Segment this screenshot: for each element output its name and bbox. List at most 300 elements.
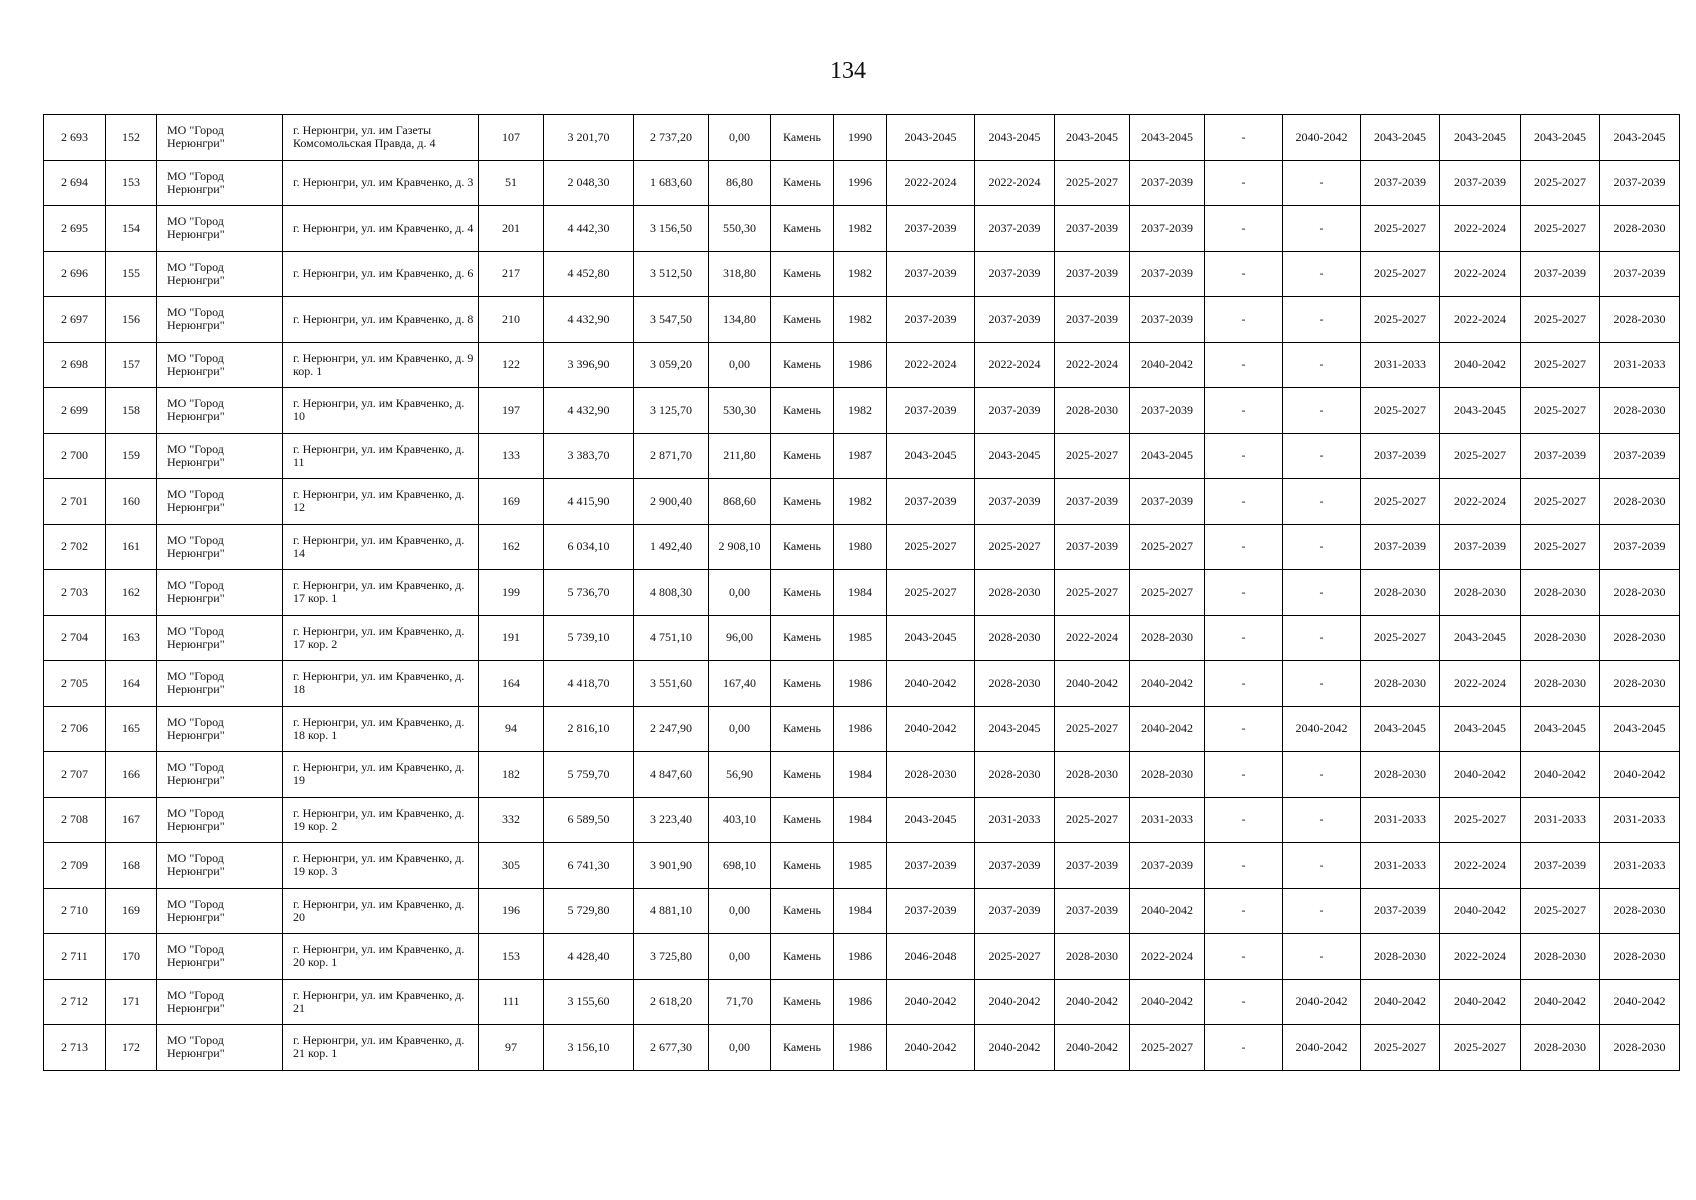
repair-period-cell: 2028-2030: [1600, 661, 1680, 707]
repair-period-cell: 2037-2039: [975, 388, 1055, 434]
local-number-cell: 159: [106, 433, 157, 479]
local-number-cell: 153: [106, 160, 157, 206]
total-area-cell: 3 383,70: [544, 433, 634, 479]
repair-period-cell: 2040-2042: [887, 1025, 975, 1071]
address-cell: г. Нерюнгри, ул. им Кравченко, д. 12: [283, 479, 479, 525]
repair-period-cell: 2037-2039: [1130, 251, 1205, 297]
row-number-cell: 2 702: [44, 524, 106, 570]
repair-period-cell: 2022-2024: [887, 342, 975, 388]
repair-period-cell: 2022-2024: [1440, 479, 1521, 525]
living-area-cell: 1 683,60: [634, 160, 709, 206]
non-living-area-cell: 698,10: [709, 843, 771, 889]
living-area-cell: 2 247,90: [634, 706, 709, 752]
repair-period-cell: 2043-2045: [1440, 615, 1521, 661]
repair-period-cell: 2028-2030: [887, 752, 975, 798]
repair-period-cell: 2040-2042: [975, 1025, 1055, 1071]
residents-count-cell: 51: [479, 160, 544, 206]
repair-period-cell: -: [1205, 433, 1283, 479]
table-row: [44, 160, 1680, 206]
repair-period-cell: 2037-2039: [1130, 160, 1205, 206]
repair-period-cell: 2028-2030: [1361, 570, 1440, 616]
repair-period-cell: 2043-2045: [1521, 706, 1600, 752]
wall-material-cell: Камень: [771, 524, 834, 570]
repair-period-cell: 2025-2027: [1361, 479, 1440, 525]
wall-material-cell: Камень: [771, 934, 834, 980]
repair-period-cell: 2028-2030: [1521, 615, 1600, 661]
build-year-cell: 1986: [834, 342, 887, 388]
repair-period-cell: -: [1283, 479, 1361, 525]
address-cell: г. Нерюнгри, ул. им Кравченко, д. 21: [283, 979, 479, 1025]
repair-period-cell: 2043-2045: [1521, 115, 1600, 161]
table-row: [44, 570, 1680, 616]
repair-period-cell: 2028-2030: [1055, 388, 1130, 434]
living-area-cell: 3 547,50: [634, 297, 709, 343]
repair-period-cell: 2037-2039: [1440, 524, 1521, 570]
build-year-cell: 1984: [834, 888, 887, 934]
repair-period-cell: 2025-2027: [1130, 1025, 1205, 1071]
repair-period-cell: 2025-2027: [1055, 433, 1130, 479]
repair-period-cell: 2037-2039: [887, 297, 975, 343]
wall-material-cell: Камень: [771, 297, 834, 343]
row-number-cell: 2 708: [44, 797, 106, 843]
repair-period-cell: 2037-2039: [1055, 206, 1130, 252]
repair-period-cell: 2025-2027: [1361, 615, 1440, 661]
non-living-area-cell: 0,00: [709, 934, 771, 980]
total-area-cell: 4 452,80: [544, 251, 634, 297]
repair-period-cell: 2025-2027: [1521, 342, 1600, 388]
total-area-cell: 4 428,40: [544, 934, 634, 980]
repair-period-cell: -: [1205, 661, 1283, 707]
repair-period-cell: 2022-2024: [1440, 206, 1521, 252]
build-year-cell: 1980: [834, 524, 887, 570]
repair-period-cell: 2028-2030: [1600, 615, 1680, 661]
repair-period-cell: 2037-2039: [887, 206, 975, 252]
repair-period-cell: -: [1205, 797, 1283, 843]
repair-period-cell: 2040-2042: [1130, 661, 1205, 707]
living-area-cell: 3 125,70: [634, 388, 709, 434]
build-year-cell: 1982: [834, 297, 887, 343]
wall-material-cell: Камень: [771, 706, 834, 752]
non-living-area-cell: 0,00: [709, 570, 771, 616]
repair-period-cell: -: [1205, 934, 1283, 980]
repair-period-cell: 2025-2027: [1521, 479, 1600, 525]
local-number-cell: 171: [106, 979, 157, 1025]
table-row: [44, 342, 1680, 388]
repair-period-cell: 2043-2045: [887, 797, 975, 843]
municipality-cell: МО "Город Нерюнгри": [157, 524, 283, 570]
repair-period-cell: 2031-2033: [1361, 342, 1440, 388]
repair-period-cell: 2040-2042: [1600, 752, 1680, 798]
residents-count-cell: 164: [479, 661, 544, 707]
local-number-cell: 164: [106, 661, 157, 707]
repair-period-cell: 2025-2027: [1521, 206, 1600, 252]
repair-period-cell: -: [1283, 388, 1361, 434]
total-area-cell: 4 432,90: [544, 388, 634, 434]
residents-count-cell: 191: [479, 615, 544, 661]
repair-period-cell: 2037-2039: [1521, 843, 1600, 889]
build-year-cell: 1985: [834, 615, 887, 661]
repair-period-cell: 2037-2039: [975, 251, 1055, 297]
wall-material-cell: Камень: [771, 1025, 834, 1071]
non-living-area-cell: 134,80: [709, 297, 771, 343]
repair-period-cell: 2037-2039: [975, 888, 1055, 934]
repair-period-cell: 2037-2039: [887, 388, 975, 434]
repair-period-cell: -: [1283, 888, 1361, 934]
total-area-cell: 2 048,30: [544, 160, 634, 206]
local-number-cell: 158: [106, 388, 157, 434]
local-number-cell: 170: [106, 934, 157, 980]
residents-count-cell: 217: [479, 251, 544, 297]
repair-period-cell: -: [1205, 706, 1283, 752]
repair-period-cell: -: [1283, 251, 1361, 297]
repair-period-cell: -: [1205, 524, 1283, 570]
repair-period-cell: 2025-2027: [1521, 888, 1600, 934]
repair-period-cell: 2028-2030: [1055, 752, 1130, 798]
residents-count-cell: 153: [479, 934, 544, 980]
living-area-cell: 4 847,60: [634, 752, 709, 798]
municipality-cell: МО "Город Нерюнгри": [157, 388, 283, 434]
table-row: [44, 524, 1680, 570]
repair-period-cell: 2040-2042: [1130, 342, 1205, 388]
repair-period-cell: -: [1283, 797, 1361, 843]
wall-material-cell: Камень: [771, 479, 834, 525]
repair-period-cell: -: [1205, 115, 1283, 161]
repair-period-cell: -: [1205, 979, 1283, 1025]
non-living-area-cell: 96,00: [709, 615, 771, 661]
table-row: [44, 979, 1680, 1025]
repair-period-cell: 2040-2042: [887, 661, 975, 707]
municipality-cell: МО "Город Нерюнгри": [157, 752, 283, 798]
repair-period-cell: 2025-2027: [1361, 297, 1440, 343]
residents-count-cell: 182: [479, 752, 544, 798]
table-row: [44, 706, 1680, 752]
repair-period-cell: 2037-2039: [1130, 297, 1205, 343]
row-number-cell: 2 707: [44, 752, 106, 798]
repair-period-cell: -: [1205, 1025, 1283, 1071]
municipality-cell: МО "Город Нерюнгри": [157, 433, 283, 479]
repair-period-cell: 2025-2027: [1130, 570, 1205, 616]
row-number-cell: 2 703: [44, 570, 106, 616]
address-cell: г. Нерюнгри, ул. им Кравченко, д. 11: [283, 433, 479, 479]
living-area-cell: 3 725,80: [634, 934, 709, 980]
repair-period-cell: -: [1283, 934, 1361, 980]
address-cell: г. Нерюнгри, ул. им Кравченко, д. 18 кор. 1: [283, 706, 479, 752]
repair-period-cell: 2043-2045: [975, 115, 1055, 161]
municipality-cell: МО "Город Нерюнгри": [157, 115, 283, 161]
row-number-cell: 2 712: [44, 979, 106, 1025]
local-number-cell: 169: [106, 888, 157, 934]
repair-period-cell: 2040-2042: [975, 979, 1055, 1025]
wall-material-cell: Камень: [771, 433, 834, 479]
row-number-cell: 2 699: [44, 388, 106, 434]
repair-period-cell: 2025-2027: [1361, 206, 1440, 252]
row-number-cell: 2 704: [44, 615, 106, 661]
municipality-cell: МО "Город Нерюнгри": [157, 706, 283, 752]
repair-period-cell: 2037-2039: [1600, 251, 1680, 297]
total-area-cell: 3 155,60: [544, 979, 634, 1025]
repair-period-cell: -: [1283, 206, 1361, 252]
repair-period-cell: 2025-2027: [887, 524, 975, 570]
row-number-cell: 2 698: [44, 342, 106, 388]
repair-period-cell: 2025-2027: [1440, 433, 1521, 479]
build-year-cell: 1990: [834, 115, 887, 161]
repair-period-cell: 2040-2042: [1440, 979, 1521, 1025]
repair-period-cell: 2022-2024: [1440, 843, 1521, 889]
wall-material-cell: Камень: [771, 615, 834, 661]
local-number-cell: 161: [106, 524, 157, 570]
address-cell: г. Нерюнгри, ул. им Кравченко, д. 4: [283, 206, 479, 252]
repair-period-cell: 2043-2045: [887, 433, 975, 479]
repair-period-cell: 2025-2027: [1440, 1025, 1521, 1071]
address-cell: г. Нерюнгри, ул. им Кравченко, д. 19 кор. 2: [283, 797, 479, 843]
repair-period-cell: 2040-2042: [1130, 979, 1205, 1025]
repair-period-cell: 2037-2039: [1055, 297, 1130, 343]
local-number-cell: 156: [106, 297, 157, 343]
repair-period-cell: 2037-2039: [1130, 479, 1205, 525]
build-year-cell: 1986: [834, 1025, 887, 1071]
repair-period-cell: 2037-2039: [975, 843, 1055, 889]
non-living-area-cell: 530,30: [709, 388, 771, 434]
table-row: [44, 115, 1680, 161]
build-year-cell: 1984: [834, 570, 887, 616]
wall-material-cell: Камень: [771, 752, 834, 798]
repair-period-cell: 2040-2042: [1055, 661, 1130, 707]
repair-period-cell: -: [1205, 342, 1283, 388]
row-number-cell: 2 710: [44, 888, 106, 934]
repair-period-cell: 2028-2030: [1600, 888, 1680, 934]
repair-period-cell: 2040-2042: [887, 979, 975, 1025]
total-area-cell: 4 415,90: [544, 479, 634, 525]
repair-period-cell: 2028-2030: [1361, 661, 1440, 707]
repair-period-cell: 2037-2039: [1440, 160, 1521, 206]
repair-period-cell: 2043-2045: [1440, 388, 1521, 434]
repair-period-cell: 2037-2039: [975, 297, 1055, 343]
repair-period-cell: 2028-2030: [975, 570, 1055, 616]
repair-period-cell: 2022-2024: [975, 160, 1055, 206]
table-row: [44, 388, 1680, 434]
repair-period-cell: 2037-2039: [1600, 524, 1680, 570]
non-living-area-cell: 0,00: [709, 888, 771, 934]
wall-material-cell: Камень: [771, 115, 834, 161]
repair-period-cell: 2037-2039: [1055, 524, 1130, 570]
repair-period-cell: -: [1283, 752, 1361, 798]
living-area-cell: 3 901,90: [634, 843, 709, 889]
repair-period-cell: 2043-2045: [1440, 115, 1521, 161]
municipality-cell: МО "Город Нерюнгри": [157, 251, 283, 297]
repair-period-cell: 2037-2039: [1055, 479, 1130, 525]
repair-period-cell: 2028-2030: [1521, 570, 1600, 616]
address-cell: г. Нерюнгри, ул. им Кравченко, д. 10: [283, 388, 479, 434]
residents-count-cell: 332: [479, 797, 544, 843]
repair-period-cell: 2028-2030: [975, 752, 1055, 798]
repair-period-cell: 2037-2039: [1361, 524, 1440, 570]
living-area-cell: 4 881,10: [634, 888, 709, 934]
repair-period-cell: 2031-2033: [1600, 843, 1680, 889]
repair-period-cell: 2043-2045: [1600, 115, 1680, 161]
table-row: [44, 797, 1680, 843]
repair-period-cell: 2025-2027: [887, 570, 975, 616]
municipality-cell: МО "Город Нерюнгри": [157, 797, 283, 843]
repair-period-cell: 2037-2039: [1600, 160, 1680, 206]
repair-period-cell: -: [1205, 615, 1283, 661]
total-area-cell: 6 589,50: [544, 797, 634, 843]
total-area-cell: 4 418,70: [544, 661, 634, 707]
wall-material-cell: Камень: [771, 251, 834, 297]
repair-period-cell: 2025-2027: [1440, 797, 1521, 843]
table-row: [44, 433, 1680, 479]
non-living-area-cell: 2 908,10: [709, 524, 771, 570]
repair-period-cell: 2037-2039: [975, 479, 1055, 525]
repair-period-cell: 2028-2030: [1521, 934, 1600, 980]
repair-period-cell: 2037-2039: [1521, 433, 1600, 479]
repair-period-cell: 2031-2033: [1361, 797, 1440, 843]
repair-period-cell: 2025-2027: [1521, 524, 1600, 570]
repair-period-cell: 2037-2039: [1130, 388, 1205, 434]
repair-period-cell: 2037-2039: [887, 843, 975, 889]
repair-period-cell: 2040-2042: [1283, 1025, 1361, 1071]
row-number-cell: 2 700: [44, 433, 106, 479]
repair-period-cell: 2028-2030: [1600, 297, 1680, 343]
repair-period-cell: 2025-2027: [975, 934, 1055, 980]
wall-material-cell: Камень: [771, 570, 834, 616]
repair-period-cell: 2028-2030: [1600, 388, 1680, 434]
repair-period-cell: 2022-2024: [1440, 251, 1521, 297]
residents-count-cell: 196: [479, 888, 544, 934]
repair-period-cell: 2037-2039: [1361, 160, 1440, 206]
repair-period-cell: 2025-2027: [1361, 251, 1440, 297]
repair-period-cell: 2022-2024: [1440, 297, 1521, 343]
build-year-cell: 1996: [834, 160, 887, 206]
repair-period-cell: 2028-2030: [1600, 479, 1680, 525]
address-cell: г. Нерюнгри, ул. им Кравченко, д. 18: [283, 661, 479, 707]
repair-period-cell: -: [1283, 342, 1361, 388]
residents-count-cell: 210: [479, 297, 544, 343]
address-cell: г. Нерюнгри, ул. им Кравченко, д. 17 кор. 1: [283, 570, 479, 616]
repair-period-cell: 2043-2045: [1055, 115, 1130, 161]
local-number-cell: 167: [106, 797, 157, 843]
repair-period-cell: 2037-2039: [887, 888, 975, 934]
wall-material-cell: Камень: [771, 388, 834, 434]
repair-period-cell: 2028-2030: [1521, 661, 1600, 707]
repair-period-cell: 2025-2027: [1055, 160, 1130, 206]
repair-period-cell: -: [1205, 160, 1283, 206]
repair-period-cell: -: [1283, 524, 1361, 570]
local-number-cell: 162: [106, 570, 157, 616]
municipality-cell: МО "Город Нерюнгри": [157, 888, 283, 934]
municipality-cell: МО "Город Нерюнгри": [157, 206, 283, 252]
table-row: [44, 251, 1680, 297]
non-living-area-cell: 318,80: [709, 251, 771, 297]
table-row: [44, 615, 1680, 661]
repair-period-cell: 2031-2033: [1130, 797, 1205, 843]
repair-period-cell: 2040-2042: [1283, 706, 1361, 752]
repair-period-cell: 2028-2030: [1600, 570, 1680, 616]
address-cell: г. Нерюнгри, ул. им Кравченко, д. 21 кор. 1: [283, 1025, 479, 1071]
repair-period-cell: 2025-2027: [1521, 388, 1600, 434]
repair-period-cell: 2040-2042: [1130, 706, 1205, 752]
table-row: [44, 206, 1680, 252]
table-row: [44, 661, 1680, 707]
residents-count-cell: 199: [479, 570, 544, 616]
total-area-cell: 6 741,30: [544, 843, 634, 889]
build-year-cell: 1982: [834, 388, 887, 434]
residents-count-cell: 197: [479, 388, 544, 434]
repair-period-cell: 2043-2045: [887, 115, 975, 161]
repair-period-cell: -: [1283, 661, 1361, 707]
build-year-cell: 1987: [834, 433, 887, 479]
total-area-cell: 3 156,10: [544, 1025, 634, 1071]
address-cell: г. Нерюнгри, ул. им Кравченко, д. 20 кор. 1: [283, 934, 479, 980]
repair-period-cell: 2031-2033: [975, 797, 1055, 843]
repair-period-cell: 2040-2042: [1055, 1025, 1130, 1071]
residents-count-cell: 201: [479, 206, 544, 252]
repair-period-cell: 2025-2027: [975, 524, 1055, 570]
wall-material-cell: Камень: [771, 206, 834, 252]
living-area-cell: 3 223,40: [634, 797, 709, 843]
local-number-cell: 152: [106, 115, 157, 161]
residents-count-cell: 169: [479, 479, 544, 525]
repair-period-cell: 2043-2045: [1600, 706, 1680, 752]
page-number: 134: [830, 58, 866, 84]
repair-period-cell: 2028-2030: [1055, 934, 1130, 980]
non-living-area-cell: 868,60: [709, 479, 771, 525]
living-area-cell: 1 492,40: [634, 524, 709, 570]
row-number-cell: 2 705: [44, 661, 106, 707]
repair-period-cell: -: [1283, 843, 1361, 889]
repair-period-cell: 2040-2042: [1283, 115, 1361, 161]
repair-period-cell: 2022-2024: [1130, 934, 1205, 980]
living-area-cell: 3 156,50: [634, 206, 709, 252]
build-year-cell: 1982: [834, 251, 887, 297]
wall-material-cell: Камень: [771, 843, 834, 889]
repair-period-cell: 2037-2039: [887, 251, 975, 297]
row-number-cell: 2 711: [44, 934, 106, 980]
row-number-cell: 2 694: [44, 160, 106, 206]
build-year-cell: 1986: [834, 661, 887, 707]
repair-period-cell: 2037-2039: [1130, 843, 1205, 889]
table-row: [44, 888, 1680, 934]
row-number-cell: 2 701: [44, 479, 106, 525]
municipality-cell: МО "Город Нерюнгри": [157, 479, 283, 525]
non-living-area-cell: 0,00: [709, 342, 771, 388]
repair-period-cell: 2040-2042: [1600, 979, 1680, 1025]
local-number-cell: 163: [106, 615, 157, 661]
non-living-area-cell: 0,00: [709, 1025, 771, 1071]
local-number-cell: 168: [106, 843, 157, 889]
local-number-cell: 172: [106, 1025, 157, 1071]
total-area-cell: 5 759,70: [544, 752, 634, 798]
row-number-cell: 2 706: [44, 706, 106, 752]
repair-period-cell: 2040-2042: [1283, 979, 1361, 1025]
repair-period-cell: 2037-2039: [887, 479, 975, 525]
build-year-cell: 1984: [834, 752, 887, 798]
repair-period-cell: 2022-2024: [887, 160, 975, 206]
repair-period-cell: 2028-2030: [1130, 615, 1205, 661]
repair-period-cell: 2040-2042: [1440, 342, 1521, 388]
repair-period-cell: 2031-2033: [1600, 797, 1680, 843]
repair-period-cell: 2028-2030: [1600, 1025, 1680, 1071]
address-cell: г. Нерюнгри, ул. им Кравченко, д. 8: [283, 297, 479, 343]
address-cell: г. Нерюнгри, ул. им Кравченко, д. 19: [283, 752, 479, 798]
repair-period-cell: 2028-2030: [975, 661, 1055, 707]
living-area-cell: 3 512,50: [634, 251, 709, 297]
repair-period-cell: 2028-2030: [975, 615, 1055, 661]
repair-period-cell: -: [1205, 206, 1283, 252]
non-living-area-cell: 71,70: [709, 979, 771, 1025]
build-year-cell: 1986: [834, 979, 887, 1025]
repair-period-cell: 2046-2048: [887, 934, 975, 980]
repair-period-cell: 2037-2039: [1361, 888, 1440, 934]
